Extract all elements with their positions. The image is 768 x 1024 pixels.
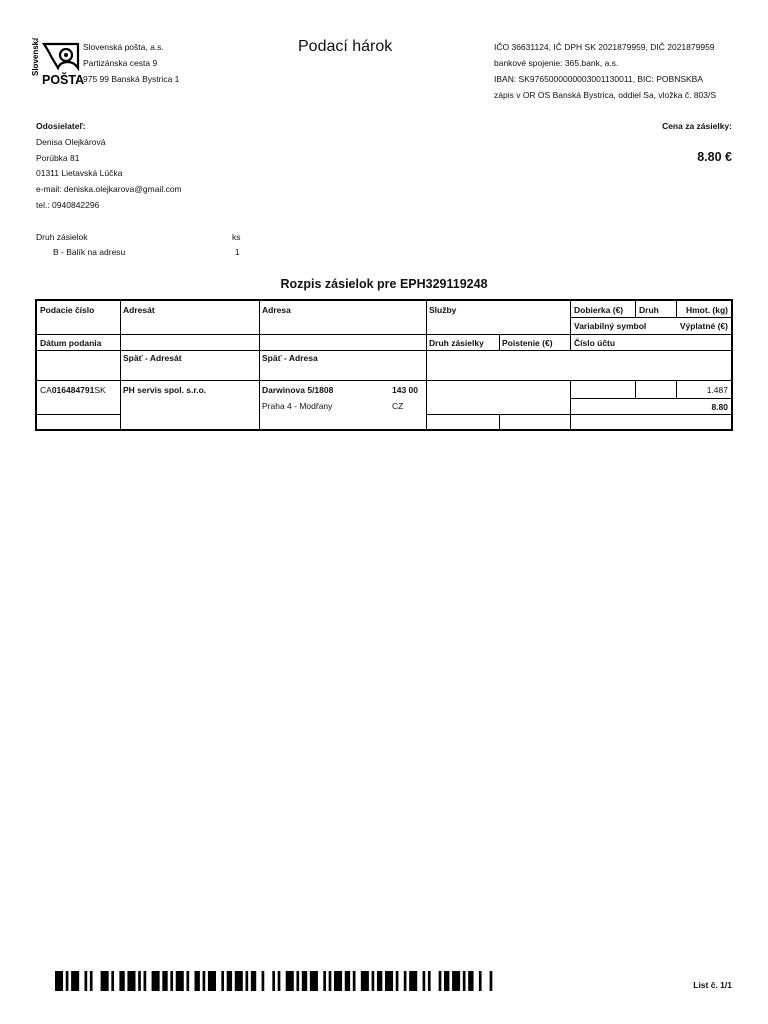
barcode-bar — [444, 971, 449, 991]
barcode-bar — [195, 971, 200, 991]
barcode-bar — [439, 971, 442, 991]
recipient-street: Darwinova 5/1808 — [262, 385, 334, 395]
barcode-bar — [353, 971, 356, 991]
barcode-bar — [329, 971, 332, 991]
slovenska-posta-logo — [30, 38, 84, 86]
barcode-bar — [385, 971, 393, 991]
barcode-bar — [409, 971, 417, 991]
price-value: 8.80 € — [697, 150, 732, 164]
barcode-bar — [176, 971, 184, 991]
barcode-bar — [66, 971, 69, 991]
shipment-postage: 8.80 — [711, 402, 728, 412]
sender-street: Porúbka 81 — [36, 153, 80, 163]
barcode-bar — [452, 971, 460, 991]
barcode-bar — [138, 971, 141, 991]
barcode-bar — [101, 971, 109, 991]
header-adresa: Adresa — [262, 305, 291, 315]
barcode-bar — [227, 971, 232, 991]
header-adresat: Adresát — [123, 305, 155, 315]
barcode-bar — [186, 971, 189, 991]
barcode-bar — [272, 971, 275, 991]
barcode-bar — [245, 971, 248, 991]
barcode-bar — [203, 971, 206, 991]
logo-vertical-text: Slovenská — [31, 38, 40, 76]
barcode-bar — [251, 971, 256, 991]
company-ids: IČO 36631124, IČ DPH SK 2021879959, DIČ 2021879959 — [494, 42, 715, 52]
recipient-country: CZ — [392, 401, 404, 411]
barcode-bar — [361, 971, 369, 991]
barcode-bar — [490, 971, 493, 991]
barcode — [55, 971, 495, 991]
sender-label: Odosielateľ: — [36, 121, 86, 131]
barcode-bar — [302, 971, 307, 991]
barcode-bar — [262, 971, 265, 991]
header-variabilny-symbol: Variabilný symbol — [574, 321, 647, 331]
barcode-bar — [323, 971, 326, 991]
registry-info: zápis v OR OS Banská Bystrica, oddiel Sa, vložka č. 803/S — [494, 90, 717, 100]
barcode-bar — [162, 971, 167, 991]
header-podacie-cislo: Podacie číslo — [40, 305, 95, 315]
logo-main-text: POŠTA — [42, 73, 84, 86]
barcode-bar — [221, 971, 224, 991]
barcode-bar — [428, 971, 431, 991]
bank-info: bankové spojenie: 365.bank, a.s. — [494, 58, 619, 68]
shipment-code — [40, 385, 106, 395]
header-druh: Druh — [639, 305, 659, 315]
company-city: 975 99 Banská Bystrica 1 — [83, 74, 180, 84]
barcode-bar — [208, 971, 216, 991]
sender-email: e-mail: deniska.olejkarova@gmail.com — [36, 184, 182, 194]
shipment-count-label: ks — [232, 232, 241, 242]
page-title: Podací hárok — [298, 38, 393, 55]
barcode-bar — [278, 971, 281, 991]
header-cislo-uctu: Číslo účtu — [574, 338, 616, 348]
company-name: Slovenská pošta, a.s. — [83, 42, 164, 52]
sender-phone: tel.: 0940842296 — [36, 200, 100, 210]
barcode-bar — [55, 971, 63, 991]
barcode-bar — [404, 971, 407, 991]
barcode-bar — [90, 971, 93, 991]
header-datum-podania: Dátum podania — [40, 338, 102, 348]
barcode-bar — [111, 971, 114, 991]
shipment-code-prefix: CA — [40, 385, 52, 395]
shipment-weight: 1.487 — [706, 385, 728, 395]
barcode-bar — [334, 971, 342, 991]
barcode-bar — [286, 971, 294, 991]
barcode-bar — [479, 971, 482, 991]
price-label: Cena za zásielky: — [662, 121, 732, 131]
barcode-bar — [468, 971, 473, 991]
barcode-bar — [85, 971, 88, 991]
shipments-table — [35, 299, 733, 431]
header-poistenie: Poistenie (€) — [502, 338, 553, 348]
breakdown-title: Rozpis zásielok pre EPH329119248 — [280, 277, 488, 291]
company-street: Partizánska cesta 9 — [83, 58, 158, 68]
recipient-zip: 143 00 — [392, 385, 418, 395]
shipment-types-label: Druh zásielok — [36, 232, 88, 242]
sender-name: Denisa Olejkárová — [36, 137, 106, 147]
header-druh-zasielky: Druh zásielky — [429, 338, 484, 348]
barcode-bar — [463, 971, 466, 991]
sender-city: 01311 Lietavská Lúčka — [36, 168, 123, 178]
barcode-bar — [152, 971, 160, 991]
barcode-bar — [127, 971, 135, 991]
iban-info: IBAN: SK9765000000003001130011, BIC: POBNSKBA — [494, 74, 704, 84]
header-spat-adresat: Späť - Adresát — [123, 353, 182, 363]
header-vyplatne: Výplatné (€) — [679, 321, 728, 331]
shipment-type-count: 1 — [235, 247, 240, 257]
barcode-bar — [170, 971, 173, 991]
barcode-bar — [296, 971, 299, 991]
header-sluzby: Služby — [429, 305, 457, 315]
shipment-code-suffix: SK — [94, 385, 106, 395]
barcode-bar — [310, 971, 318, 991]
recipient-city: Praha 4 - Modřany — [262, 401, 333, 411]
recipient-name: PH servis spol. s.r.o. — [123, 385, 207, 395]
header-hmot: Hmot. (kg) — [685, 305, 728, 315]
barcode-bar — [423, 971, 426, 991]
shipment-code-number: 016484791 — [51, 385, 95, 395]
barcode-bar — [345, 971, 350, 991]
page-number: List č. 1/1 — [693, 980, 732, 990]
barcode-bar — [372, 971, 375, 991]
barcode-bar — [235, 971, 243, 991]
barcode-bar — [377, 971, 382, 991]
barcode-bar — [71, 971, 79, 991]
shipment-type-item: B - Balík na adresu — [53, 247, 126, 257]
header-spat-adresa: Späť - Adresa — [262, 353, 318, 363]
barcode-bar — [119, 971, 124, 991]
barcode-bar — [396, 971, 399, 991]
barcode-bar — [144, 971, 147, 991]
header-dobierka: Dobierka (€) — [574, 305, 624, 315]
